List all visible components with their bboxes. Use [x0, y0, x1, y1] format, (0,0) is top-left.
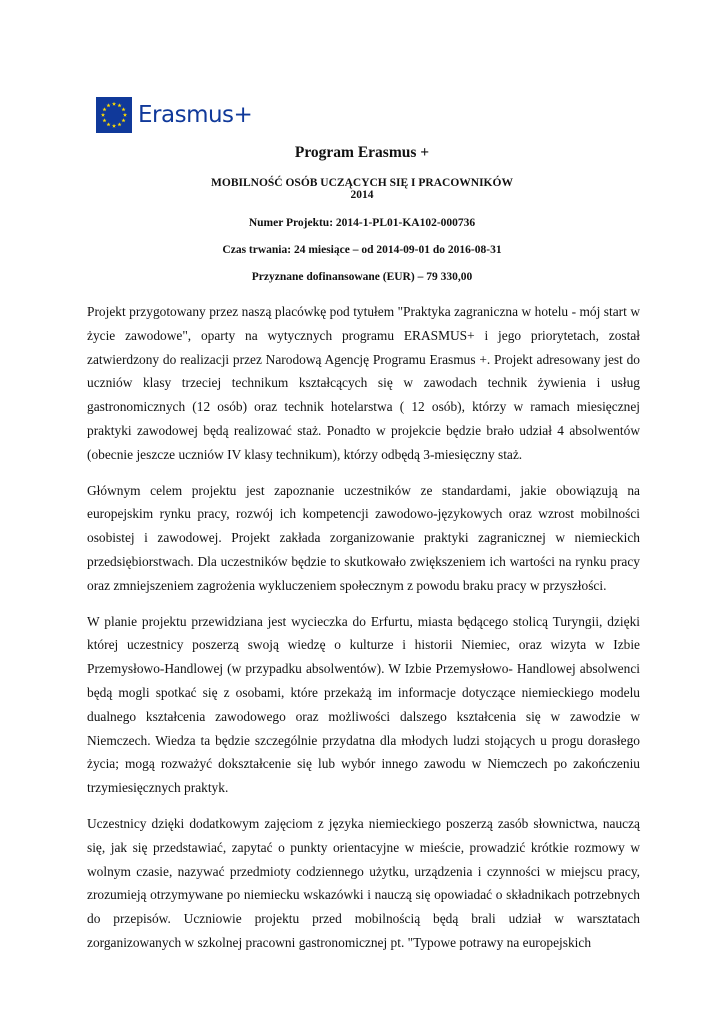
erasmus-wordmark: Erasmus+: [138, 102, 253, 128]
paragraph-trip: W planie projektu przewidziana jest wycieczka do Erfurtu, miasta będącego stolicą Turyngii, dzięki której uczestnicy poszerzą swoją wiedzę o kulturze i historii Niemiec, oraz wizyta w Izbie Przemysłowo-Handlowej (w przypadku absolwentów). W Izbie Przemysłowo- Handlowej absolwenci będą mogli spotkać się z osobami, które przekażą im informacje dotyczące niemieckiego modelu dualnego kształcenia zawodowego oraz możliwości dalszego kształcenia się w zawodzie w Niemczech. Wiedza ta będzie szczególnie przydatna dla młodych ludzi stojących u progu dorasłego życia; mogą rozważyć dokształcenie się lub wybór innego zawodu w Niemczech po zakończeniu trzymiesięcznych praktyk.: [87, 613, 640, 796]
star-icon: [112, 102, 116, 106]
erasmus-logo: [96, 97, 252, 133]
project-duration: Czas trwania: 24 miesiące – od 2014-09-01 do 2016-08-31: [222, 244, 502, 256]
star-icon: [102, 118, 106, 122]
star-icon: [106, 122, 110, 126]
paragraph-goals: Głównym celem projektu jest zapoznanie uczestników ze standardami, jakie obowiązują na europejskim rynku pracy, rozwój ich kompetencji zawodowo-językowych oraz wzrost mobilności osobistej i zawodowej. Projekt zakłada zorganizowanie praktyki zagranicznej w niemieckich przedsiębiorstwach. Dla uczestników będzie to skutkowało zwiększeniem ich wartości na rynku pracy oraz zmniejszeniem zagrożenia wykluczeniem społecznym z powodu braku pracy w przyszłości.: [87, 482, 640, 593]
eu-flag-icon: [96, 97, 132, 133]
page-title: Program Erasmus +: [294, 144, 430, 161]
star-icon: [102, 107, 106, 111]
star-icon: [121, 107, 125, 111]
star-icon: [117, 122, 121, 126]
star-icon: [112, 124, 116, 128]
star-icon: [121, 118, 125, 122]
star-icon: [106, 103, 110, 107]
paragraph-intro: Projekt przygotowany przez naszą placówkę pod tytułem "Praktyka zagraniczna w hotelu - mój start w życie zawodowe", oparty na wytycznych programu ERASMUS+ i jego priorytetach, został zatwierdzony do realizacji przez Narodową Agencję Programu Erasmus +. Projekt adresowany jest do uczniów klasy trzeciej technikum kształcących się w zawodach technik żywienia i usług gastronomicznych (12 osób) oraz technik hotelarstwa ( 12 osób), którzy w ramach miesięcznej praktyki zawodowej będą realizować staż. Ponadto w projekcie będzie brało udział 4 absolwentów (obecnie jeszcze uczniów IV klasy technikum), którzy odbędą 3-miesięczny staż.: [87, 304, 640, 462]
star-icon: [123, 113, 127, 117]
project-number: Numer Projektu: 2014-1-PL01-KA102-000736: [248, 217, 476, 229]
star-icon: [117, 103, 121, 107]
project-description: [87, 300, 640, 967]
project-funding: Przyznane dofinansowane (EUR) – 79 330,00: [251, 271, 473, 283]
programme-year: 2014: [350, 189, 374, 201]
programme-name: MOBILNOŚĆ OSÓB UCZĄCYCH SIĘ I PRACOWNIKÓW: [211, 177, 513, 189]
star-icon: [101, 113, 105, 117]
paragraph-language: Uczestnicy dzięki dodatkowym zajęciom z języka niemieckiego poszerzą zasób słownictwa, nauczą się, jak się przedstawiać, zapytać o punkty orientacyjne w mieście, prowadzić krótkie rozmowy w wolnym czasie, nazywać przedmioty codziennego użytku, urządzenia i czynności w miejscu pracy, zrozumieją otrzymywane po niemiecku wskazówki i nauczą się opowiadać o składnikach potrzebnych do przepisów. Uczniowie projektu przed mobilnością będą brali udział w warsztatach zorganizowanych w szkolnej pracowni gastronomicznej pt. "Typowe potrawy na europejskich: [87, 815, 640, 950]
